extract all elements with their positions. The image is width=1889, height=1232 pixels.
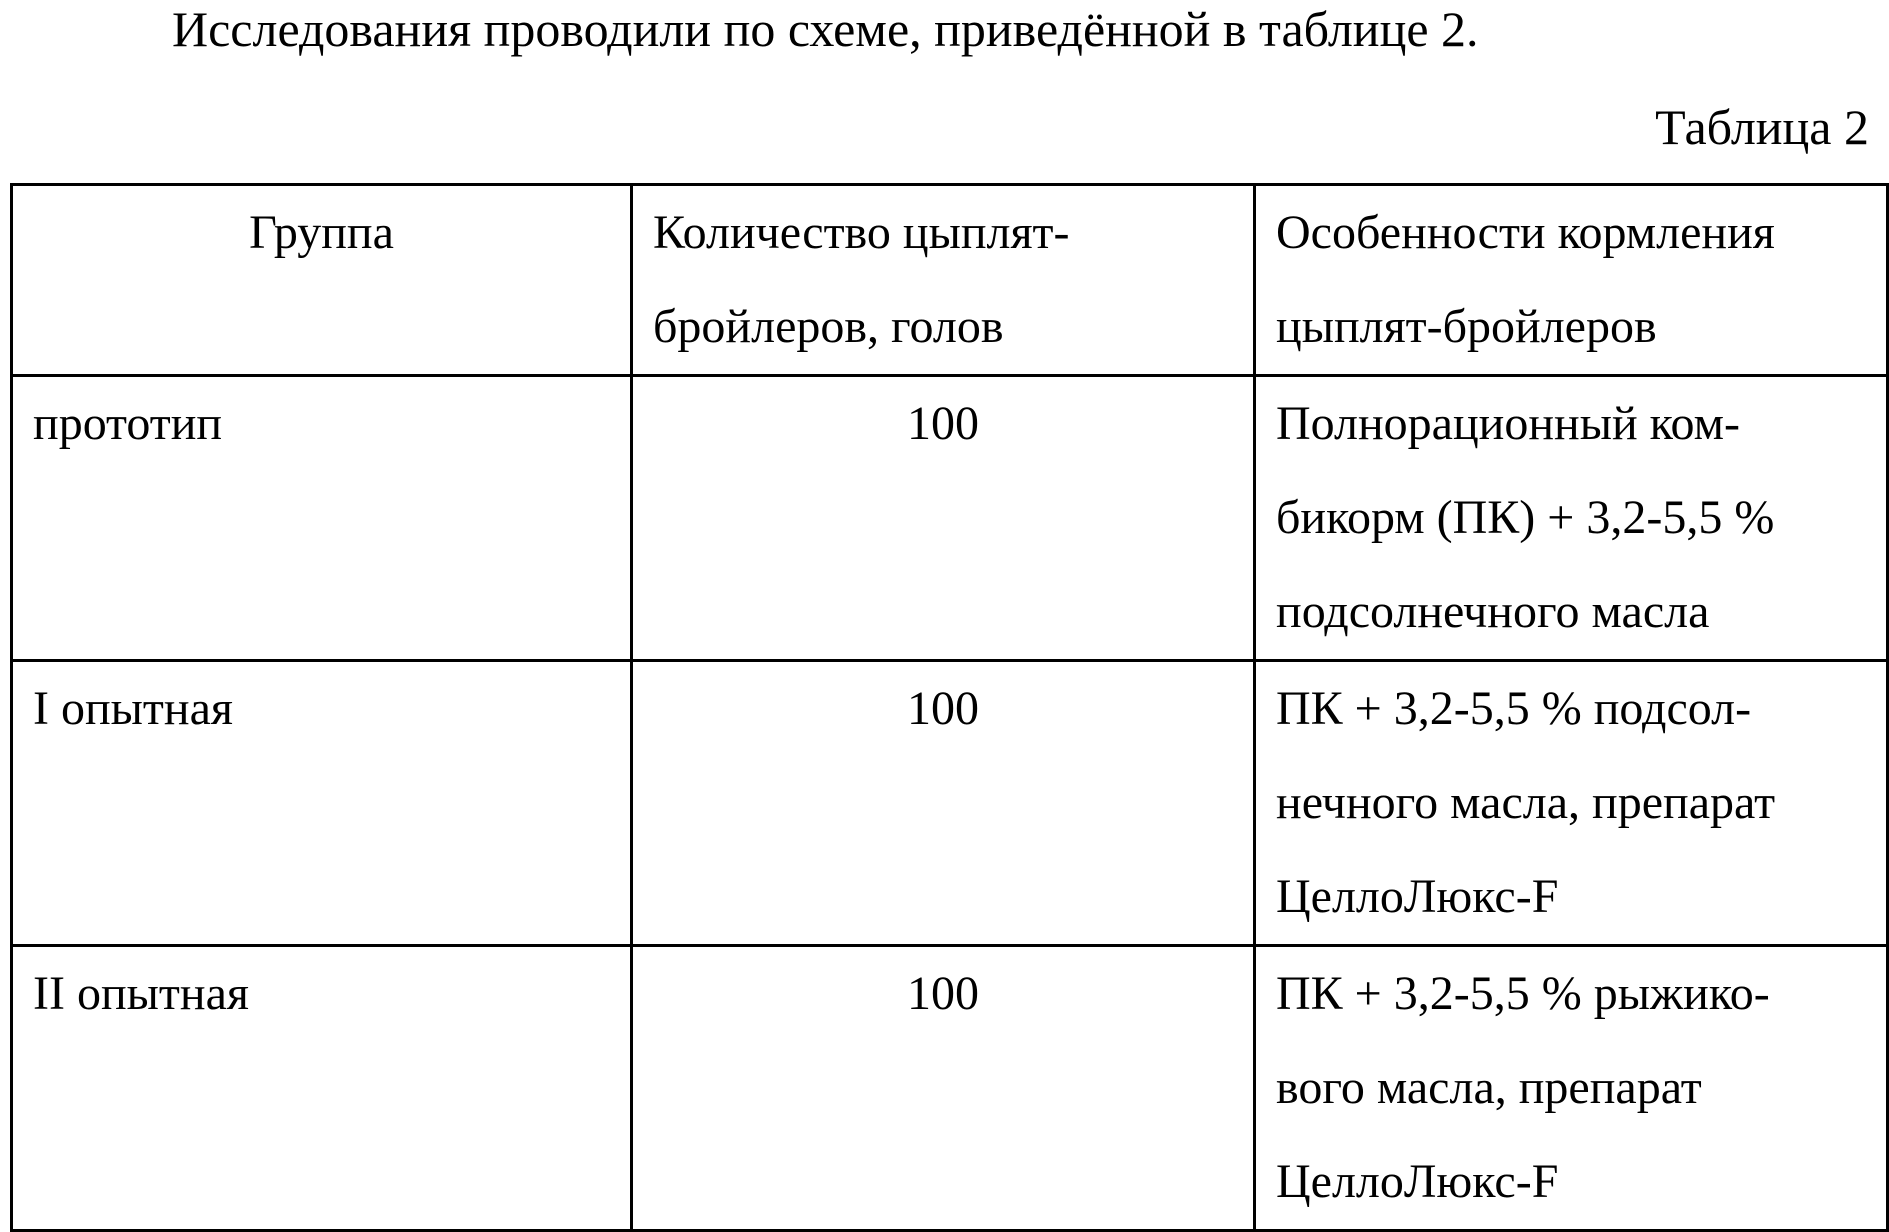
- feeding-line: нечного масла, препарат: [1276, 776, 1776, 829]
- row-group: [12, 661, 632, 946]
- row-feeding: [1255, 946, 1888, 1231]
- feeding-line: бикорм (ПК) + 3,2-5,5 %: [1276, 491, 1775, 544]
- table-header-row: [12, 185, 1888, 376]
- header-group-label: Группа: [249, 206, 394, 259]
- group-name: прототип: [33, 397, 223, 450]
- feeding-scheme-table: [10, 183, 1889, 1232]
- chick-count: 100: [907, 967, 979, 1020]
- row-count: [632, 376, 1255, 661]
- header-group: [12, 185, 632, 376]
- row-group: [12, 946, 632, 1231]
- row-feeding: [1255, 661, 1888, 946]
- feeding-line: ЦеллоЛюкс-F: [1276, 870, 1559, 923]
- row-count: [632, 661, 1255, 946]
- row-feeding: [1255, 376, 1888, 661]
- chick-count: 100: [907, 682, 979, 735]
- group-name: II опытная: [33, 967, 249, 1020]
- table-row: [12, 946, 1888, 1231]
- table-row: [12, 376, 1888, 661]
- feeding-line: Полнорационный ком-: [1276, 397, 1740, 450]
- feeding-line: вого масла, препарат: [1276, 1061, 1702, 1114]
- chick-count: 100: [907, 397, 979, 450]
- table-caption: Таблица 2: [1655, 99, 1869, 155]
- header-feeding: [1255, 185, 1888, 376]
- table-row: [12, 661, 1888, 946]
- group-name: I опытная: [33, 682, 233, 735]
- row-count: [632, 946, 1255, 1231]
- intro-paragraph: Исследования проводили по схеме, приведённой в таблице 2.: [172, 1, 1479, 57]
- feeding-line: подсолнечного масла: [1276, 585, 1710, 638]
- header-count-line-1: Количество цыплят-: [653, 206, 1070, 259]
- header-count-line-2: бройлеров, голов: [653, 300, 1004, 353]
- feeding-line: ПК + 3,2-5,5 % рыжико-: [1276, 967, 1770, 1020]
- row-group: [12, 376, 632, 661]
- feeding-line: ЦеллоЛюкс-F: [1276, 1155, 1559, 1208]
- header-feeding-line-1: Особенности кормления: [1276, 206, 1775, 259]
- header-feeding-line-2: цыплят-бройлеров: [1276, 300, 1657, 353]
- header-count: [632, 185, 1255, 376]
- feeding-line: ПК + 3,2-5,5 % подсол-: [1276, 682, 1752, 735]
